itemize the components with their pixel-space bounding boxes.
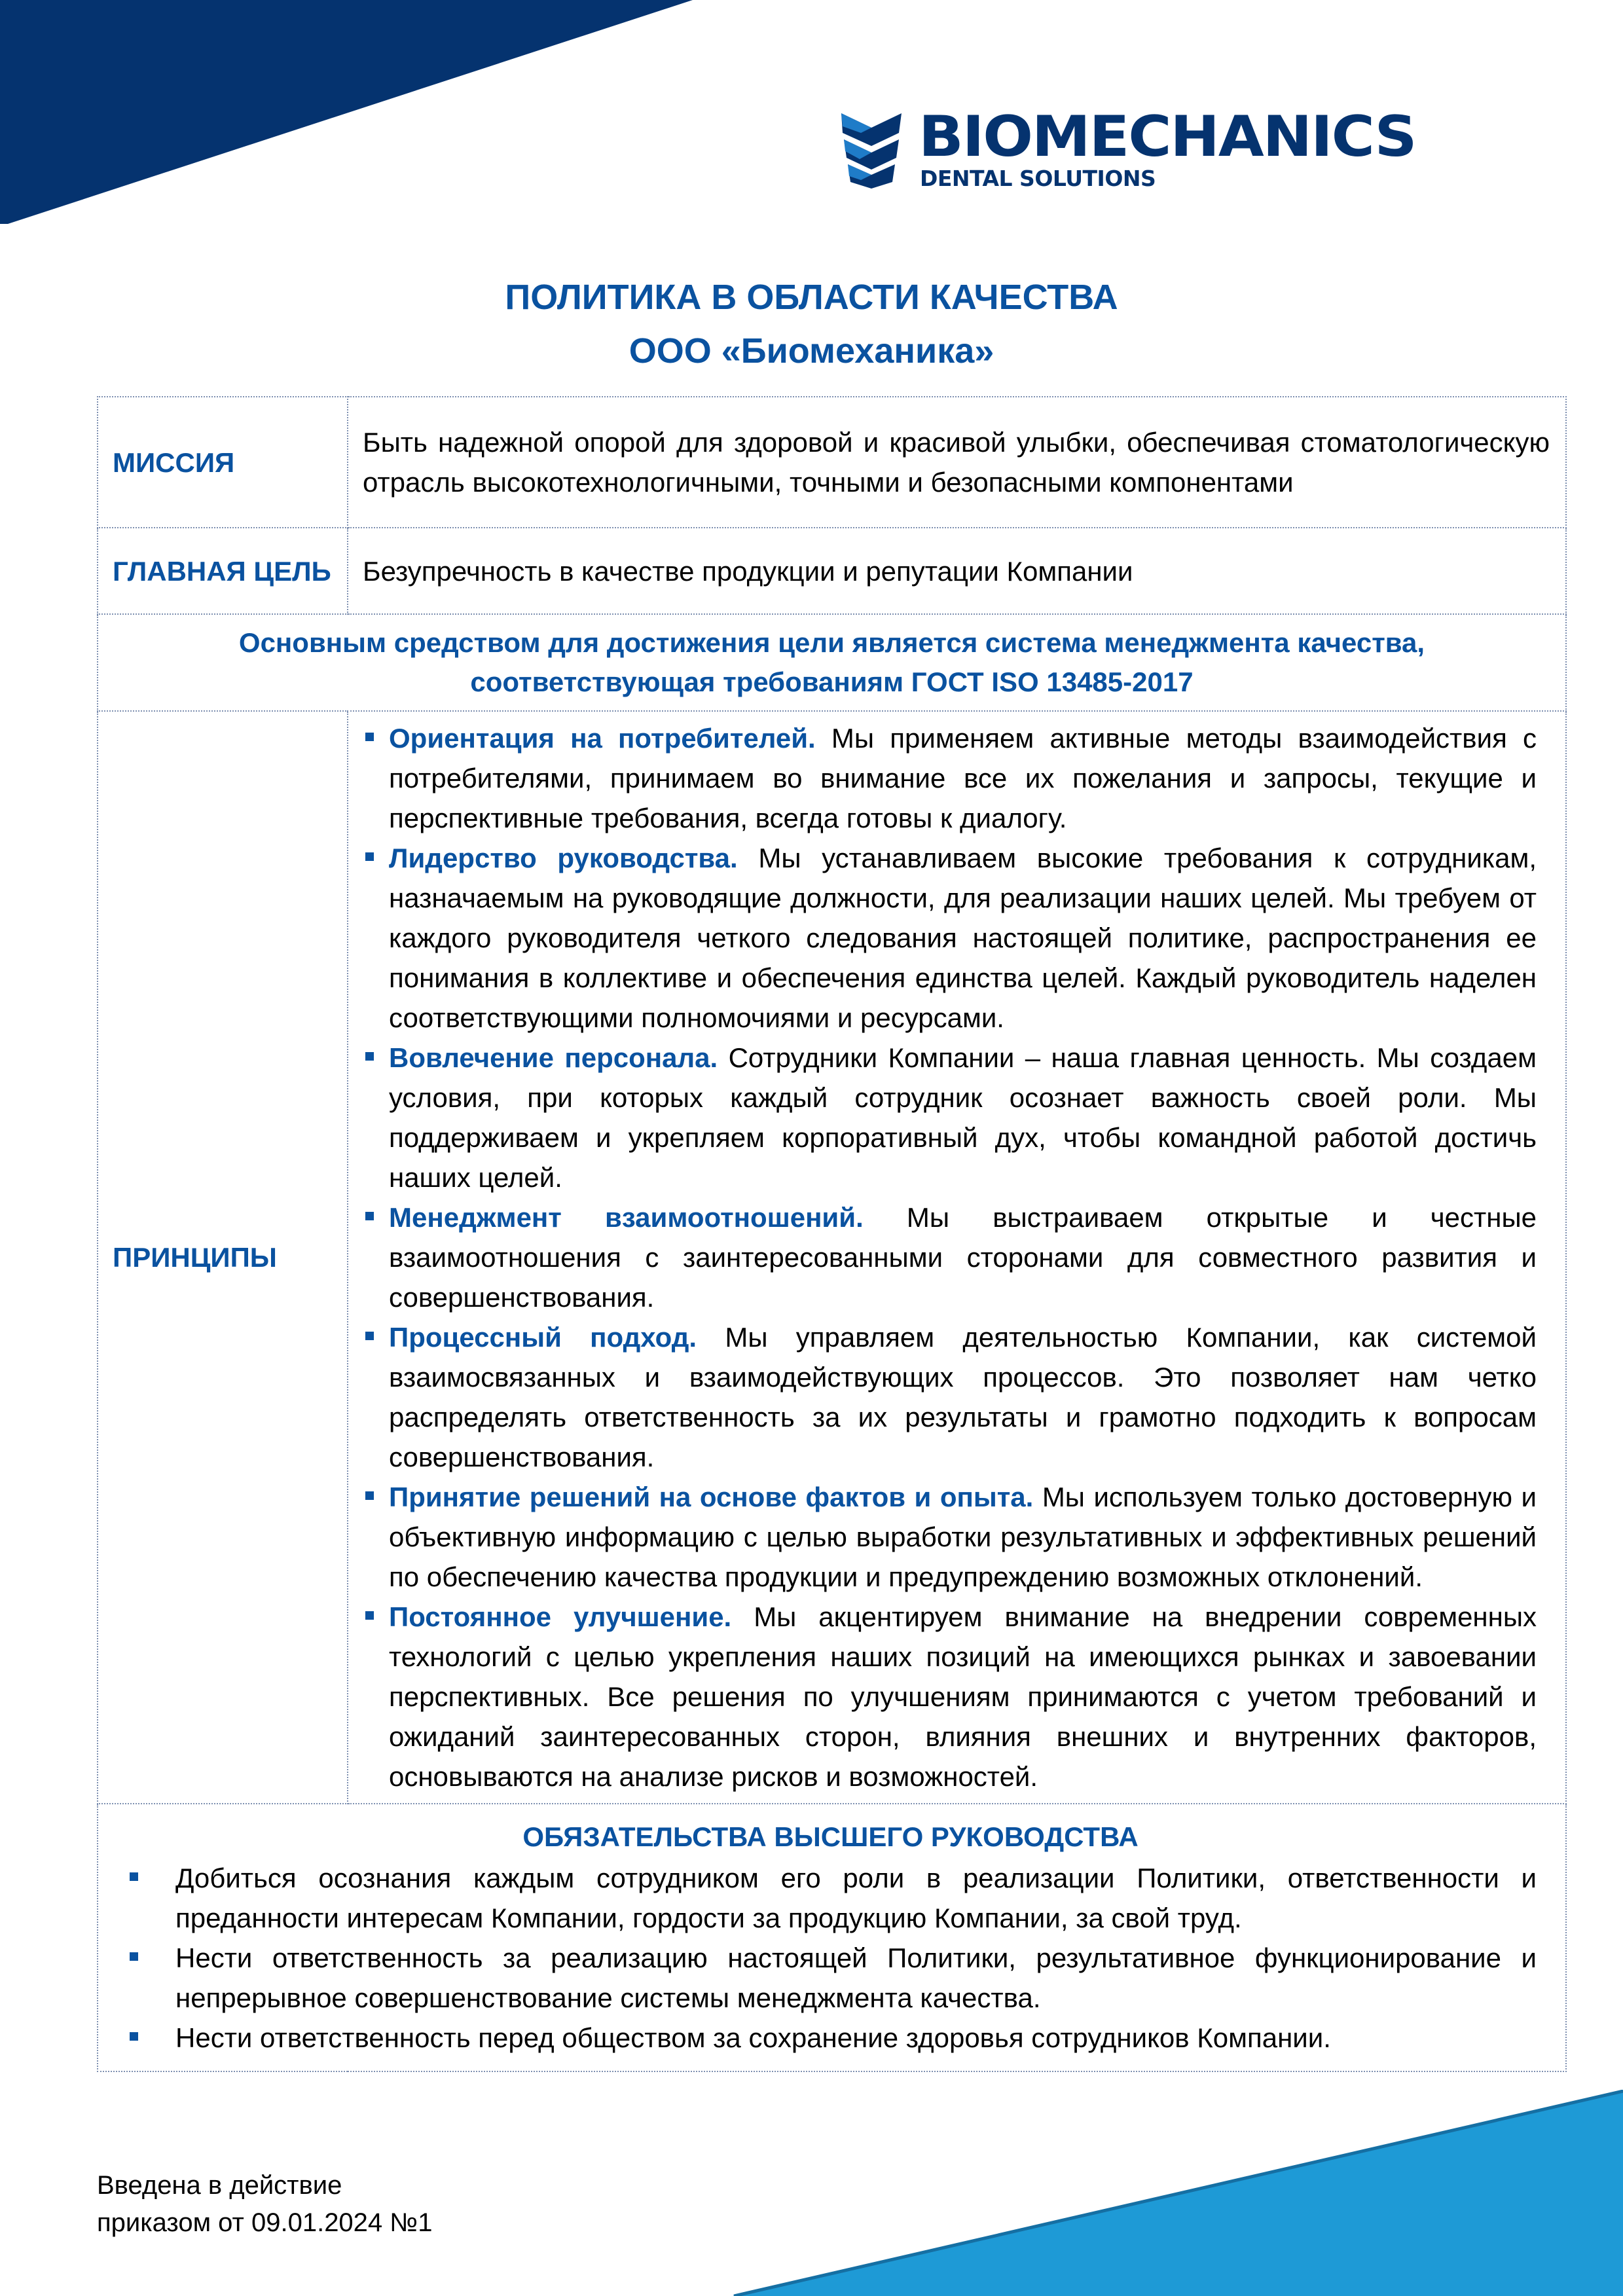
principle-item — [363, 718, 1537, 838]
commitments-row — [98, 1804, 1566, 2071]
mission-label: МИССИЯ — [98, 397, 348, 528]
commitment-item — [124, 1938, 1537, 2018]
principle-item — [363, 1197, 1537, 1317]
principle-text: Мы управляем деятельностью Компании, как системой взаимосвязанных и взаимодействующих процессов. Это позволяет нам четко распределять ответственность за их результаты и грамотно подходить к вопросам совершенствования. — [389, 1322, 1537, 1472]
principle-text: Мы используем только достоверную и объективную информацию с целью выработки результативных и эффективных решений по обеспечению качества продукции и предупреждению возможных отклонений. — [389, 1482, 1537, 1592]
principles-row — [98, 711, 1566, 1804]
principle-heading: Процессный подход. — [389, 1322, 697, 1353]
principle-item — [363, 1477, 1537, 1597]
means-line-2: соответствующая требованиям ГОСТ ISO 13485-2017 — [470, 666, 1194, 697]
means-line-1: Основным средством для достижения цели является система менеджмента качества, — [238, 627, 1425, 658]
principle-item — [363, 1317, 1537, 1477]
principle-text: Мы устанавливаем высокие требования к сотрудникам, назначаемым на руководящие должности, для реализации наших целей. Мы требуем от каждого руководителя четкого следования настоящей политике, распространения ее понимания в коллективе и обеспечения единства целей. Каждый руководитель наделен соответствующими полномочиями и ресурсами. — [389, 843, 1537, 1033]
principle-heading: Ориентация на потребителей. — [389, 723, 816, 754]
commitment-text: Нести ответственность за реализацию настоящей Политики, результативное функционирование и непрерывное совершенствование системы менеджмента качества. — [175, 1942, 1537, 2013]
company-logo — [841, 104, 1470, 193]
principle-heading: Лидерство руководства. — [389, 843, 738, 873]
square-bullet-icon — [365, 1332, 374, 1340]
commitments-list — [124, 1858, 1537, 2058]
goal-text: Безупречность в качестве продукции и репутации Компании — [348, 528, 1566, 614]
principle-text: Мы выстраиваем открытые и честные взаимоотношения с заинтересованными сторонами для совместного развития и совершенствования. — [389, 1202, 1537, 1313]
goal-row — [98, 528, 1566, 614]
square-bullet-icon — [365, 1212, 374, 1220]
commitment-item — [124, 1858, 1537, 1938]
title-line-2: ООО «Биомеханика» — [629, 331, 994, 371]
shield-chevron-logo-icon — [841, 113, 902, 189]
principles-list — [363, 718, 1537, 1796]
commitment-text: Добиться осознания каждым сотрудником его роли в реализации Политики, ответственности и преданности интересам Компании, гордости за продукцию Компании, за свой труд. — [175, 1863, 1537, 1933]
policy-table — [97, 396, 1567, 2072]
principle-text: Сотрудники Компании – наша главная ценность. Мы создаем условия, при которых каждый сотрудник осознает важность своей роли. Мы поддерживаем и укрепляем корпоративный дух, чтобы командной работой достичь наших целей. — [389, 1042, 1537, 1193]
mission-row — [98, 397, 1566, 528]
means-row — [98, 614, 1566, 711]
commitment-text: Нести ответственность перед обществом за сохранение здоровья сотрудников Компании. — [175, 2022, 1331, 2053]
title-line-1: ПОЛИТИКА В ОБЛАСТИ КАЧЕСТВА — [505, 278, 1118, 317]
commitments-title: ОБЯЗАТЕЛЬСТВА ВЫСШЕГО РУКОВОДСТВА — [522, 1821, 1139, 1852]
square-bullet-icon — [365, 1052, 374, 1061]
goal-label: ГЛАВНАЯ ЦЕЛЬ — [98, 528, 348, 614]
commitment-item — [124, 2018, 1537, 2058]
square-bullet-icon — [365, 733, 374, 741]
commitments-cell — [98, 1804, 1566, 2071]
enactment-line-2: приказом от 09.01.2024 №1 — [97, 2208, 433, 2237]
principle-heading: Менеджмент взаимоотношений. — [389, 1202, 864, 1233]
principle-text: Мы применяем активные методы взаимодействия с потребителями, принимаем во внимание все их пожелания и запросы, текущие и перспективные требования, всегда готовы к диалогу. — [389, 723, 1537, 833]
principle-item — [363, 1597, 1537, 1796]
logo-wordmark: BIOMECHANICS — [919, 104, 1416, 170]
principle-heading: Вовлечение персонала. — [389, 1042, 718, 1073]
logo-subtitle: DENTAL SOLUTIONS — [920, 166, 1156, 191]
enactment-line-1: Введена в действие — [97, 2171, 342, 2200]
principles-label: ПРИНЦИПЫ — [98, 711, 348, 1804]
principle-text: Мы акцентируем внимание на внедрении современных технологий с целью укрепления наших позиций на имеющихся рынках и завоевании перспективных. Все решения по улучшениям принимаются с учетом требований и ожиданий заинтересованных сторон, влияния внешних и внутренних факторов, основываются на анализе рисков и возможностей. — [389, 1601, 1537, 1792]
top-left-corner-decoration — [0, 0, 694, 226]
enactment-note — [97, 2167, 432, 2242]
mission-text: Быть надежной опорой для здоровой и красивой улыбки, обеспечивая стоматологическую отрасль высокотехнологичными, точными и безопасными компонентами — [348, 397, 1566, 528]
bottom-right-corner-decoration — [733, 2090, 1623, 2296]
principle-heading: Постоянное улучшение. — [389, 1601, 732, 1632]
principle-heading: Принятие решений на основе фактов и опыта. — [389, 1482, 1034, 1512]
square-bullet-icon — [365, 1611, 374, 1620]
page-title — [0, 276, 1623, 372]
principle-item — [363, 838, 1537, 1038]
square-bullet-icon — [365, 1491, 374, 1500]
principles-list-cell — [348, 711, 1566, 1804]
square-bullet-icon — [130, 1872, 138, 1881]
means-statement — [98, 614, 1566, 711]
square-bullet-icon — [130, 2032, 138, 2041]
square-bullet-icon — [365, 852, 374, 861]
principle-item — [363, 1038, 1537, 1197]
square-bullet-icon — [130, 1952, 138, 1961]
